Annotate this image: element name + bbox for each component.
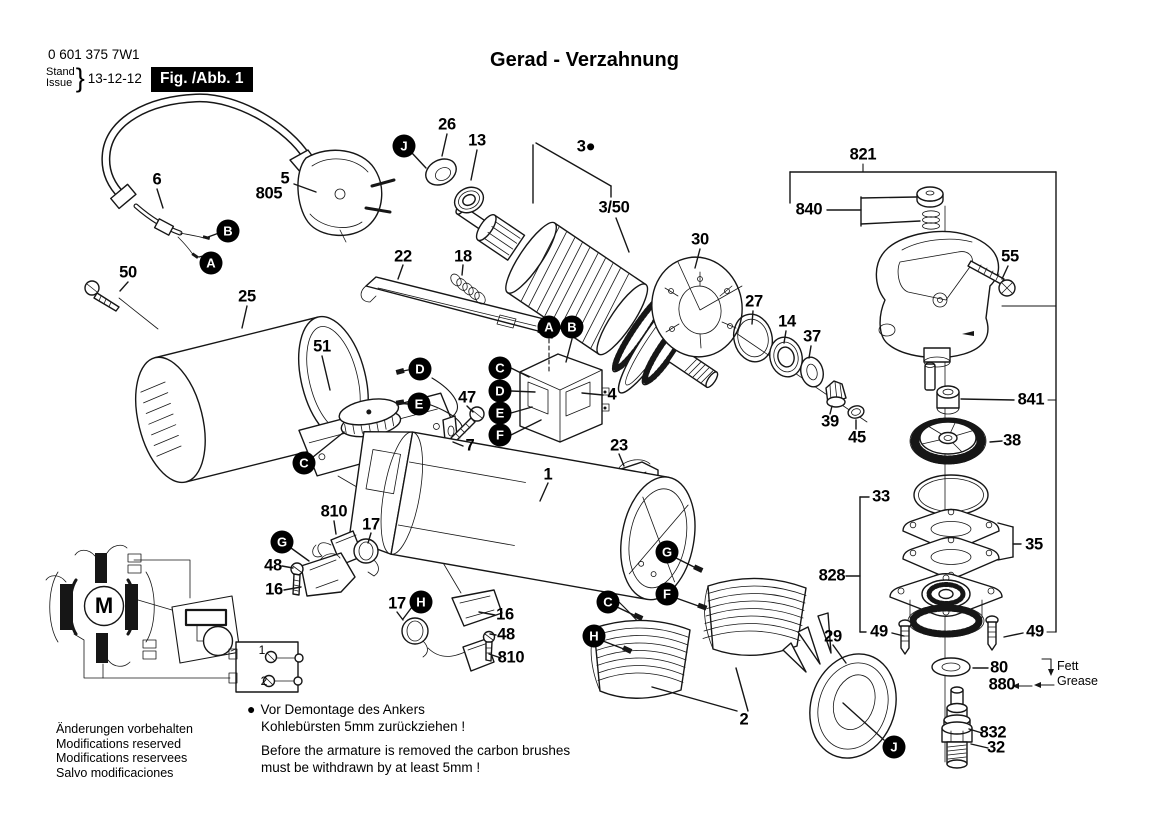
part-49-right: 49 (1026, 622, 1044, 641)
ref-j-top: J (393, 135, 416, 158)
disclaimer-line: Modifications reserved (56, 736, 182, 751)
part-1: 1 (543, 465, 553, 484)
ref-d-switch: D (489, 380, 512, 403)
part-32: 32 (987, 738, 1005, 757)
part-5: 5 (280, 169, 290, 188)
disclaimer-note (56, 722, 193, 780)
part-3-50: 3/50 (598, 198, 630, 217)
ref-f-switch: F (489, 424, 512, 447)
part-805: 805 (255, 184, 283, 203)
part-810-right: 810 (497, 648, 525, 667)
ref-a-cord: A (200, 252, 223, 275)
grease-label-en: Grease (1057, 674, 1098, 688)
part-17-right: 17 (388, 594, 406, 613)
grease-label-de: Fett (1057, 659, 1079, 673)
part-2: 2 (739, 710, 749, 729)
part-23: 23 (610, 436, 628, 455)
part-14: 14 (778, 312, 796, 331)
ref-g-field: G (656, 541, 679, 564)
ref-b-switch: B (561, 316, 584, 339)
part-30: 30 (691, 230, 709, 249)
ref-a-switch: A (538, 316, 561, 339)
part-832: 832 (979, 723, 1007, 742)
part-27: 27 (745, 292, 763, 311)
disclaimer-line: Modifications reservees (56, 751, 188, 765)
brush-warning-note (247, 701, 570, 776)
part-840: 840 (795, 200, 823, 219)
issue-date: 13-12-12 (87, 70, 142, 86)
part-35: 35 (1025, 535, 1043, 554)
issue-label: Issue (46, 77, 73, 89)
ref-c-wire: C (293, 452, 316, 475)
part-841: 841 (1017, 390, 1045, 409)
warning-line-de: Kohlebürsten 5mm zurückziehen ! (261, 719, 466, 734)
ref-h-field: H (583, 625, 606, 648)
part-810-left: 810 (320, 502, 348, 521)
part-29: 29 (824, 627, 842, 646)
warning-line-en: must be withdrawn by at least 5mm ! (261, 760, 481, 775)
part-3: 3● (576, 137, 596, 156)
ref-h-brush: H (410, 591, 433, 614)
ref-b-cord: B (217, 220, 240, 243)
part-7: 7 (465, 436, 475, 455)
part-25: 25 (238, 287, 256, 306)
schematic-terminal-2: 2 (260, 674, 268, 688)
part-50: 50 (119, 263, 137, 282)
part-17-left: 17 (362, 515, 380, 534)
part-16-right: 16 (496, 605, 514, 624)
ref-g-brush: G (271, 531, 294, 554)
part-13: 13 (468, 131, 486, 150)
part-33: 33 (872, 487, 890, 506)
ref-f-field: F (656, 583, 679, 606)
ref-e-wire: E (408, 393, 431, 416)
part-38: 38 (1003, 431, 1021, 450)
part-828: 828 (818, 566, 846, 585)
part-880: 880 (988, 675, 1016, 694)
part-49-left: 49 (870, 622, 888, 641)
ref-c-field: C (597, 591, 620, 614)
ref-j-bottom: J (883, 736, 906, 759)
motor-symbol-letter: M (94, 593, 114, 618)
warning-line-de: Vor Demontage des Ankers (260, 702, 425, 717)
warning-bullet: ● (247, 701, 256, 717)
part-55: 55 (1001, 247, 1019, 266)
part-80: 80 (990, 658, 1008, 677)
page-title: Gerad - Verzahnung (490, 49, 679, 71)
part-22: 22 (394, 247, 412, 266)
brace-glyph: } (75, 63, 85, 93)
part-47: 47 (458, 388, 476, 407)
part-821: 821 (849, 145, 877, 164)
document-number: 0 601 375 7W1 (48, 47, 140, 62)
part-37: 37 (803, 327, 821, 346)
warning-line-en: Before the armature is removed the carbon brushes (261, 743, 571, 758)
ref-d-wire: D (409, 358, 432, 381)
part-18: 18 (454, 247, 472, 266)
part-26: 26 (438, 115, 456, 134)
part-4: 4 (607, 385, 617, 404)
stand-label: Stand (46, 65, 75, 78)
part-48-right: 48 (497, 625, 515, 644)
ref-c-switch: C (489, 357, 512, 380)
part-39: 39 (821, 412, 839, 431)
disclaimer-line: Salvo modificaciones (56, 765, 174, 780)
part-48-left: 48 (264, 556, 282, 575)
part-45: 45 (848, 428, 866, 447)
part-6: 6 (152, 170, 162, 189)
ref-e-switch: E (489, 402, 512, 425)
disclaimer-line: Änderungen vorbehalten (56, 722, 193, 736)
part-16-left: 16 (265, 580, 283, 599)
figure-label: Fig. /Abb. 1 (151, 67, 253, 92)
part-51: 51 (313, 337, 331, 356)
schematic-terminal-1: 1 (258, 643, 266, 657)
